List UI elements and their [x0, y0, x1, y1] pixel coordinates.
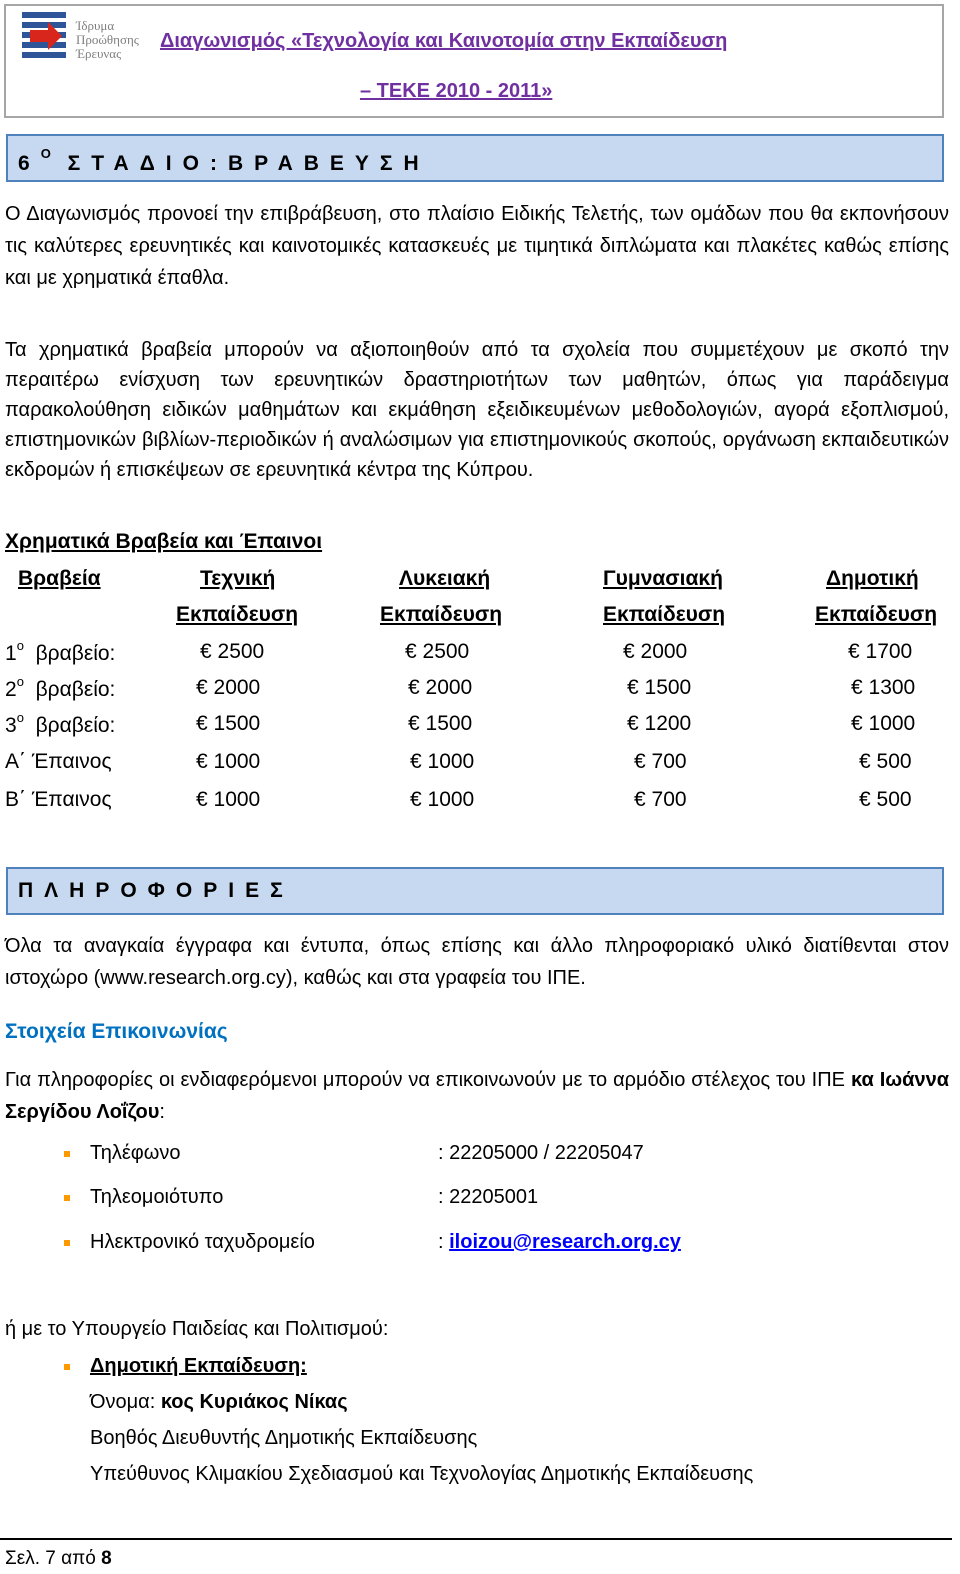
prize-cell: € 1000 — [410, 750, 475, 773]
award-paragraph: Ο Διαγωνισμός προνοεί την επιβράβευση, στο πλαίσιο Ειδικής Τελετής, των ομάδων που θα εκπονήσουν τις καλύτερες ερευνητικές και καινοτομικές κατασκευές με τιμητικά διπλώματα και πλακέτες καθώς επίσης και με χρηματικά έπαθλα. — [5, 203, 949, 289]
col-header-gymnasium-1: Γυμνασιακή — [603, 567, 723, 590]
prize-cell: € 500 — [859, 788, 912, 811]
contact-title: Στοιχεία Επικοινωνίας — [5, 1020, 228, 1043]
col-header-gymnasium-2: Εκπαίδευση — [603, 603, 726, 626]
col-header-lyceum-1: Λυκειακή — [399, 567, 491, 590]
prize-cell: € 2000 — [408, 676, 473, 699]
prize-cell: € 700 — [634, 750, 687, 773]
contact-intro: Για πληροφορίες οι ενδιαφερόμενοι μπορούν να επικοινωνούν με το αρμόδιο στέλεχος του ΙΠΕ κα Ιωάννα Σεργίδου Λοΐζου: — [5, 1069, 949, 1123]
prize-row-label: Α΄ Έπαινος — [5, 750, 112, 773]
info-section-heading: ΠΛΗΡΟΦΟΡΙΕΣ — [6, 867, 944, 915]
logo-text-2: Προώθησης — [76, 32, 139, 47]
prizes-title: Χρηματικά Βραβεία και Έπαινοι — [5, 530, 323, 553]
phone-label: Τηλέφωνο — [90, 1142, 181, 1164]
col-header-primary-2: Εκπαίδευση — [815, 603, 938, 626]
prize-cell: € 500 — [859, 750, 912, 773]
ipe-logo — [18, 8, 158, 66]
stage-number: 6 — [18, 152, 41, 175]
email-label: Ηλεκτρονικό ταχυδρομείο — [90, 1231, 315, 1253]
prize-row-label: Β΄ Έπαινος — [5, 788, 112, 811]
prize-cell: € 1200 — [627, 712, 692, 735]
phone-value: : 22205000 / 22205047 — [438, 1142, 644, 1164]
stage-title: ΣΤΑΔΙΟ:ΒΡΑΒΕΥΣΗ — [67, 152, 430, 175]
col-header-primary-1: Δημοτική — [826, 567, 919, 590]
prize-cell: € 1500 — [627, 676, 692, 699]
documents-paragraph: Όλα τα αναγκαία έγγραφα και έντυπα, όπως επίσης και άλλο πληροφοριακό υλικό διατίθενται στον ιστοχώρο (www.research.org.cy), καθώς και στα γραφεία του ΙΠΕ. — [5, 935, 949, 989]
ministry-contact-name: Όνομα: κος Κυριάκος Νίκας — [90, 1391, 348, 1413]
col-header-lyceum-2: Εκπαίδευση — [380, 603, 503, 626]
stage-number-sup: Ο — [40, 146, 51, 161]
bullet-icon — [64, 1195, 70, 1201]
prize-cell: € 1000 — [196, 750, 261, 773]
header-title-line1: Διαγωνισμός «Τεχνολογία και Καινοτομία στην Εκπαίδευση — [160, 30, 728, 52]
prize-cell: € 700 — [634, 788, 687, 811]
col-header-technical-1: Τεχνική — [200, 567, 276, 590]
header-title-line2: – ΤΕΚΕ 2010 - 2011» — [360, 80, 553, 102]
prize-cell: € 1700 — [848, 640, 913, 663]
page-footer: Σελ. 7 από 8 — [5, 1548, 112, 1569]
logo-text-1: Ίδρυμα — [76, 18, 115, 33]
prize-row-label: $2^o$ βραβείο: — [5, 674, 116, 701]
prize-cell: € 1300 — [851, 676, 916, 699]
prize-cell: € 1000 — [196, 788, 261, 811]
ministry-department: Δημοτική Εκπαίδευση: — [90, 1355, 307, 1377]
ministry-intro: ή με το Υπουργείο Παιδείας και Πολιτισμού: — [5, 1318, 389, 1340]
prize-cell: € 1000 — [851, 712, 916, 735]
bullet-icon — [64, 1364, 70, 1370]
prize-usage-paragraph: Τα χρηματικά βραβεία μπορούν να αξιοποιηθούν από τα σχολεία που συμμετέχουν με σκοπό την περαιτέρω ενίσχυση των ερευνητικών δραστηριοτήτων των μαθητών, όπως για παράδειγμα παρακολούθηση ειδικών μαθημάτων και εκμάθηση εξειδικευμένων μεθοδολογιών, αγορά εξοπλισμού, επιστημονικών βιβλίων-περιοδικών ή αναλώσιμων για επιστημονικούς σκοπούς, οργάνωση εκπαιδευτικών εκδρομών ή επισκέψεων σε ερευνητικά κέντρα της Κύπρου. — [5, 339, 949, 481]
ministry-role-1: Βοηθός Διευθυντής Δημοτικής Εκπαίδευσης — [90, 1427, 478, 1449]
prize-cell: € 2500 — [200, 640, 265, 663]
fax-value: : 22205001 — [438, 1186, 539, 1208]
col-header-prizes: Βραβεία — [18, 567, 101, 590]
col-header-technical-2: Εκπαίδευση — [176, 603, 299, 626]
prize-cell: € 1500 — [408, 712, 473, 735]
contact-person: κα Ιωάννα Σεργίδου Λοΐζου — [5, 1069, 949, 1123]
email-value: : iloizou@research.org.cy — [438, 1231, 681, 1253]
ministry-role-2: Υπεύθυνος Κλιμακίου Σχεδιασμού και Τεχνολογίας Δημοτικής Εκπαίδευσης — [90, 1463, 754, 1485]
prize-row-label: $3^o$ βραβείο: — [5, 710, 116, 737]
fax-label: Τηλεομοιότυπο — [90, 1186, 224, 1208]
logo-text-3: Έρευνας — [76, 46, 122, 61]
stage-section-heading — [6, 134, 944, 182]
bullet-icon — [64, 1240, 70, 1246]
prize-row-label: $1^o$ βραβείο: — [5, 638, 116, 665]
prize-cell: € 1000 — [410, 788, 475, 811]
footer-divider — [0, 1538, 952, 1540]
bullet-icon — [64, 1151, 70, 1157]
email-link[interactable]: iloizou@research.org.cy — [449, 1231, 681, 1253]
prize-cell: € 2500 — [405, 640, 470, 663]
prize-cell: € 1500 — [196, 712, 261, 735]
prize-cell: € 2000 — [196, 676, 261, 699]
ipe-logo-icon — [18, 8, 158, 66]
prize-cell: € 2000 — [623, 640, 688, 663]
